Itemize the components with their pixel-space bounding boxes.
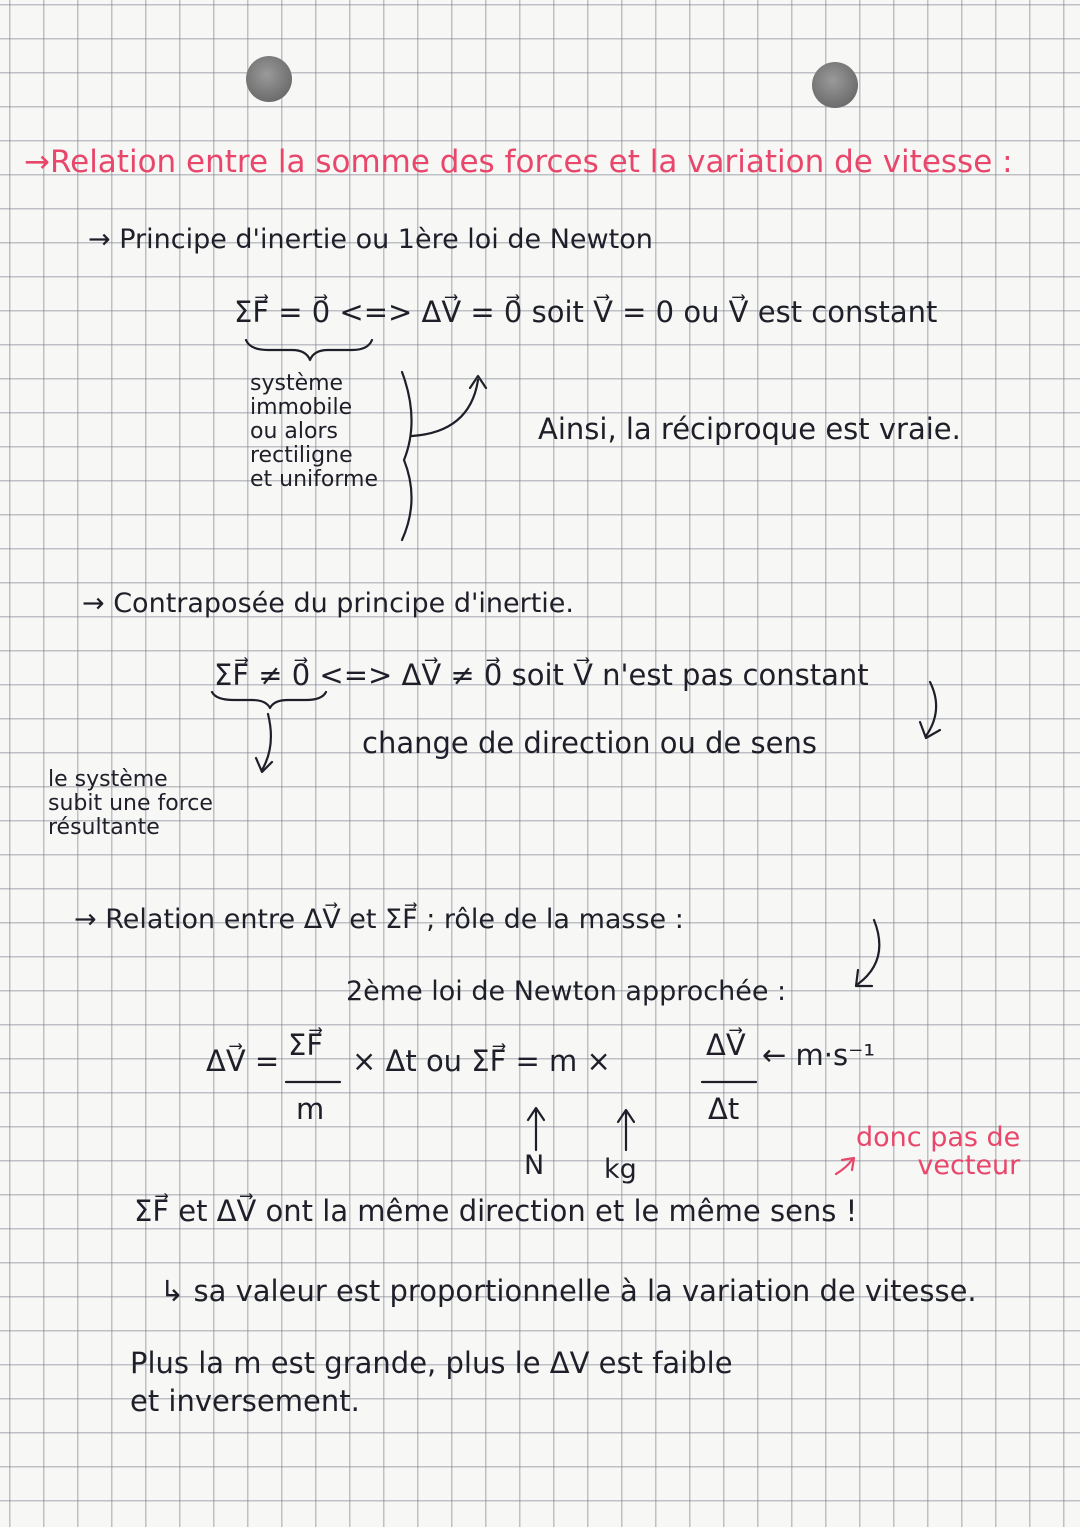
brace-under-nonzero-forces (212, 692, 326, 708)
brace-under-sum-forces (246, 340, 372, 360)
inertia-brace-note: système immobile ou alors rectiligne et uniforme (250, 371, 378, 492)
change-direction-text: change de direction ou de sens (362, 726, 817, 760)
frac2-numerator: ΔV⃗ (706, 1028, 746, 1062)
contraposee-heading: → Contraposée du principe d'inertie. (82, 588, 574, 619)
unit-newton: N (524, 1150, 545, 1181)
newton2-heading: → Relation entre ΔV⃗ et ΣF⃗ ; rôle de la masse : (74, 904, 684, 935)
proportional-text: ↳ sa valeur est proportionnelle à la variation de vitesse. (160, 1274, 977, 1308)
same-direction-text: ΣF⃗ et ΔV⃗ ont la même direction et le même sens ! (134, 1194, 858, 1228)
frac-denominator: m (296, 1092, 325, 1126)
frac2-denominator: Δt (708, 1092, 740, 1126)
no-vector-note: donc pas de vecteur (856, 1122, 1021, 1181)
inertia-equation: ΣF⃗ = 0⃗ <=> ΔV⃗ = 0⃗ soit V⃗ = 0 ou V⃗ est constant (234, 295, 938, 329)
eq-middle: × Δt ou ΣF⃗ = m × (352, 1044, 611, 1078)
inertia-heading: → Principe d'inertie ou 1ère loi de Newton (88, 224, 653, 255)
newton2-subheading: 2ème loi de Newton approchée : (346, 976, 787, 1007)
conclusion-line-1: Plus la m est grande, plus le ΔV est faible (130, 1346, 733, 1380)
contraposee-equation: ΣF⃗ ≠ 0⃗ <=> ΔV⃗ ≠ 0⃗ soit V⃗ n'est pas constant (214, 658, 869, 692)
unit-kg: kg (604, 1154, 637, 1185)
frac-numerator: ΣF⃗ (288, 1028, 324, 1062)
velocity-unit: ← m·s⁻¹ (762, 1038, 876, 1072)
pink-arrow-note (836, 1160, 852, 1174)
page-title: →Relation entre la somme des forces et la variation de vitesse : (24, 144, 1013, 180)
resultant-force-note: le système subit une force résultante (48, 767, 213, 840)
bracket-brace-note (402, 372, 412, 540)
reciprocal-text: Ainsi, la réciproque est vraie. (538, 412, 961, 446)
arrow-down-to-note (262, 714, 271, 770)
curved-arrow-newton (858, 920, 879, 984)
arrow-up-to-equation (412, 380, 478, 436)
curved-arrow-constant (926, 682, 936, 736)
conclusion-line-2: et inversement. (130, 1384, 360, 1418)
eq-left: ΔV⃗ = (206, 1044, 280, 1078)
